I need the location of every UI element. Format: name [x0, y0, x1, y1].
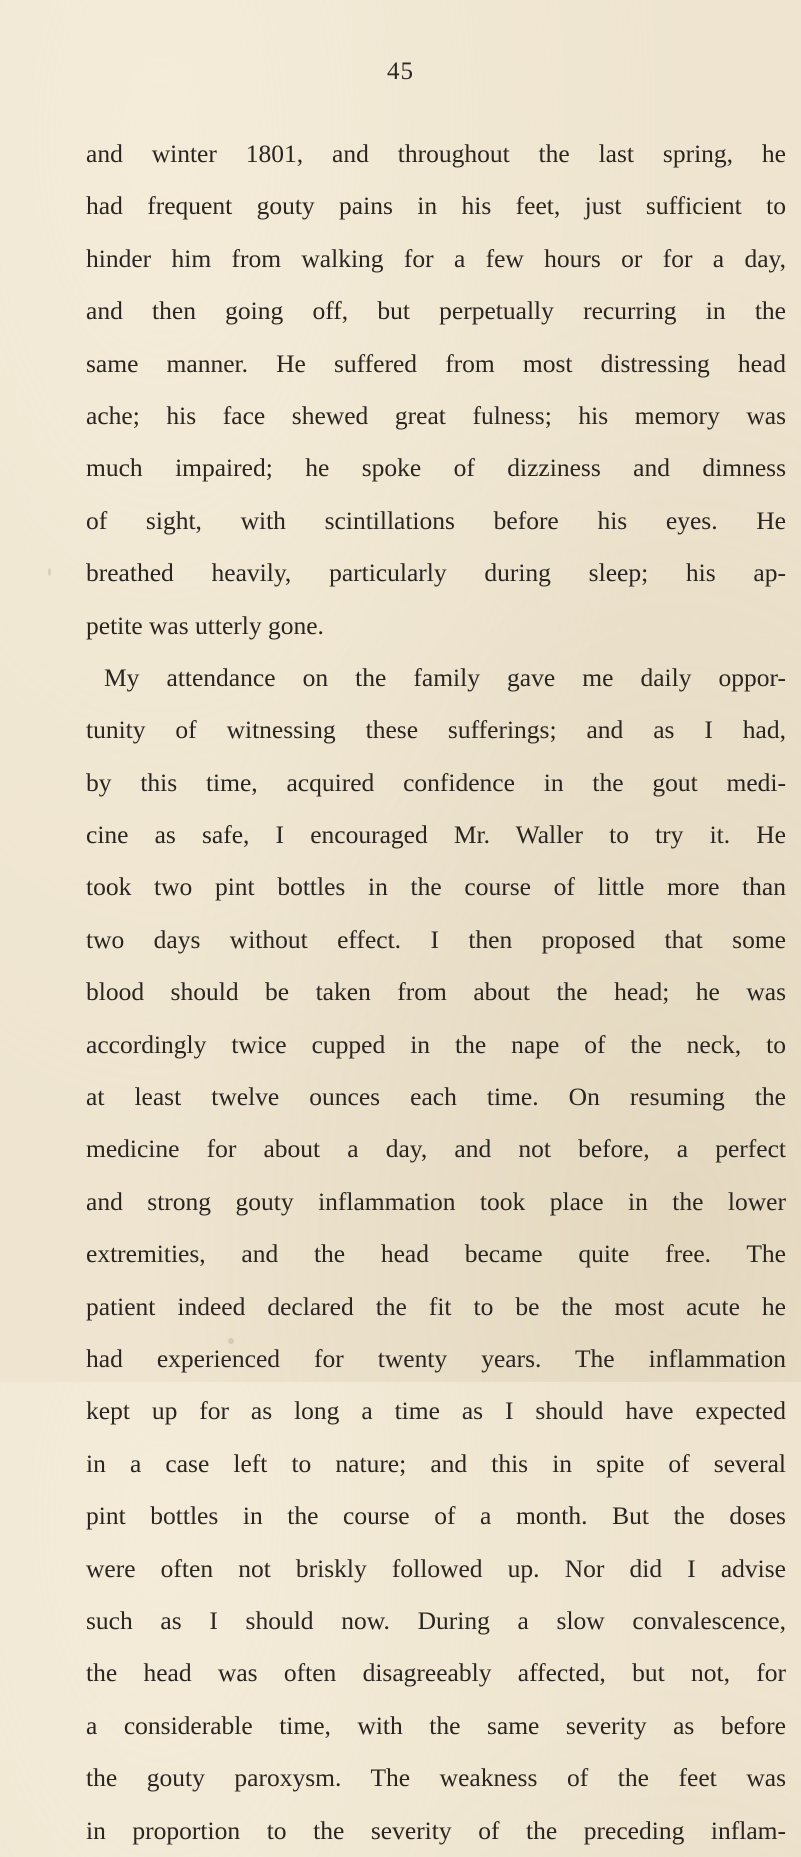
text-line: ache; his face shewed great fulness; his memory was: [86, 400, 786, 430]
text-line: kept up for as long a time as I should have expected: [86, 1396, 786, 1426]
body-text: [86, 128, 786, 1857]
text-line: the gouty paroxysm. The weakness of the feet was: [86, 1763, 786, 1793]
text-line: took two pint bottles in the course of little more than: [86, 872, 786, 902]
paragraph-start-line: My attendance on the family gave me daily oppor-: [104, 662, 786, 692]
text-line: such as I should now. During a slow convalescence,: [86, 1605, 786, 1635]
text-line: in a case left to nature; and this in spite of several: [86, 1448, 786, 1478]
text-line: blood should be taken from about the head; he was: [86, 977, 786, 1007]
text-line: hinder him from walking for a few hours or for a day,: [86, 243, 786, 273]
text-line: and then going off, but perpetually recurring in the: [86, 296, 786, 326]
text-line: breathed heavily, particularly during sleep; his ap-: [86, 558, 786, 588]
paper-spot: [48, 568, 51, 576]
text-line: pint bottles in the course of a month. But the doses: [86, 1501, 786, 1531]
text-line: accordingly twice cupped in the nape of the neck, to: [86, 1029, 786, 1059]
text-line: in proportion to the severity of the preceding inflam-: [86, 1815, 786, 1845]
text-line: and winter 1801, and throughout the last spring, he: [86, 139, 786, 168]
text-line: were often not briskly followed up. Nor did I advise: [86, 1553, 786, 1583]
text-line: tunity of witnessing these sufferings; and as I had,: [86, 715, 786, 745]
text-line: same manner. He suffered from most distressing head: [86, 348, 786, 378]
text-line: two days without effect. I then proposed that some: [86, 924, 786, 954]
text-line: a considerable time, with the same severity as before: [86, 1710, 786, 1740]
text-line: extremities, and the head became quite free. The: [86, 1239, 786, 1269]
text-line: petite was utterly gone.: [86, 610, 324, 640]
text-line: cine as safe, I encouraged Mr. Waller to try it. He: [86, 820, 786, 850]
text-line: had frequent gouty pains in his feet, just sufficient to: [86, 191, 786, 221]
text-line: patient indeed declared the fit to be the most acute he: [86, 1291, 786, 1321]
text-line: and strong gouty inflammation took place in the lower: [86, 1186, 786, 1216]
page-number: 45: [387, 58, 414, 85]
text-line: at least twelve ounces each time. On resuming the: [86, 1082, 786, 1112]
text-line: of sight, with scintillations before his eyes. He: [86, 505, 786, 535]
text-line: by this time, acquired confidence in the gout medi-: [86, 767, 786, 797]
text-line: much impaired; he spoke of dizziness and dimness: [86, 453, 786, 483]
text-line: the head was often disagreeably affected, but not, for: [86, 1658, 786, 1688]
text-line: had experienced for twenty years. The inflammation: [86, 1343, 786, 1373]
text-line: medicine for about a day, and not before, a perfect: [86, 1134, 786, 1164]
